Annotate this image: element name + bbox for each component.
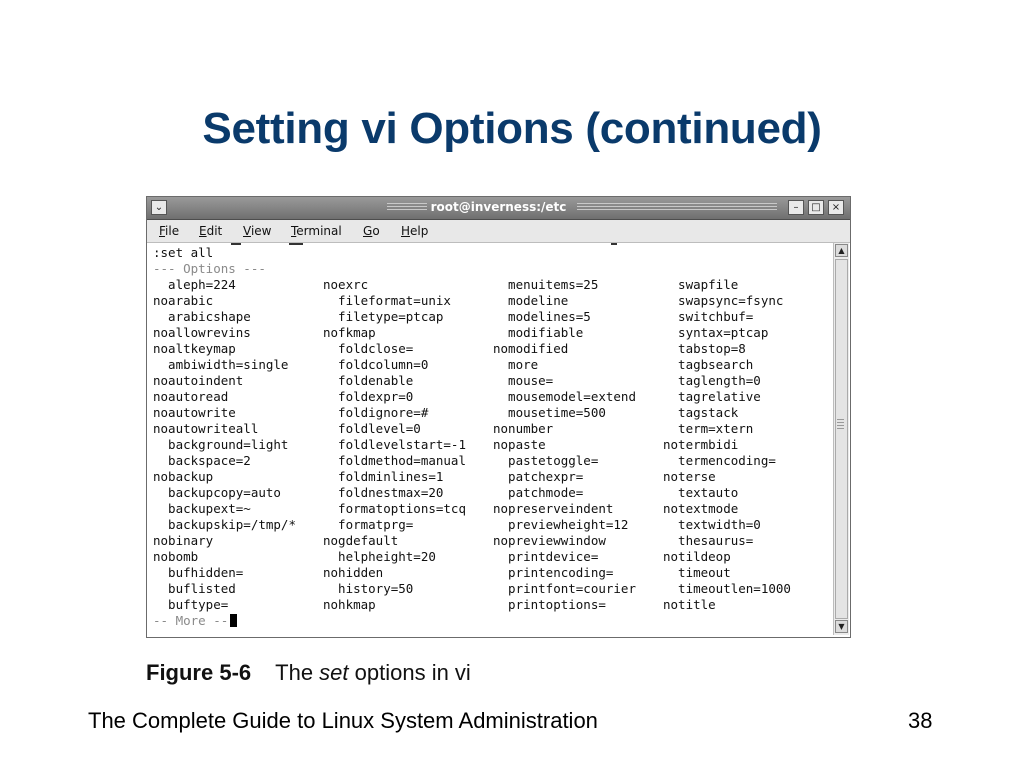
- option-entry: aleph=224: [153, 277, 236, 292]
- option-entry: nobinary: [153, 533, 214, 548]
- option-entry: backspace=2: [153, 453, 251, 468]
- option-entry: timeout: [663, 565, 731, 580]
- option-entry: noautowrite: [153, 405, 236, 420]
- option-entry: syntax=ptcap: [663, 325, 769, 340]
- option-entry: foldnestmax=20: [323, 485, 444, 500]
- option-entry: nohidden: [323, 565, 384, 580]
- option-entry: taglength=0: [663, 373, 761, 388]
- menu-edit[interactable]: Edit: [199, 224, 223, 238]
- option-entry: foldmethod=manual: [323, 453, 466, 468]
- option-entry: modeline: [493, 293, 569, 308]
- window-title: root@inverness:/etc: [430, 200, 567, 214]
- option-entry: filetype=ptcap: [323, 309, 444, 324]
- minimize-button[interactable]: –: [788, 200, 804, 215]
- scroll-up-arrow-icon[interactable]: ▲: [835, 244, 848, 257]
- option-entry: nomodified: [493, 341, 569, 356]
- option-entry: backupext=~: [153, 501, 251, 516]
- option-entry: nonumber: [493, 421, 554, 436]
- option-entry: printfont=courier: [493, 581, 636, 596]
- menu-view[interactable]: View: [243, 224, 272, 238]
- footer-course-title: The Complete Guide to Linux System Administration: [88, 708, 598, 733]
- window-titlebar[interactable]: [147, 197, 850, 220]
- slide-title: Setting vi Options (continued): [202, 104, 822, 153]
- option-entry: nobomb: [153, 549, 199, 564]
- option-entry: menuitems=25: [493, 277, 599, 292]
- option-entry: noautoread: [153, 389, 229, 404]
- menu-help[interactable]: Help: [401, 224, 429, 238]
- option-entry: swapsync=fsync: [663, 293, 784, 308]
- terminal-output[interactable]: [149, 243, 832, 635]
- option-entry: ambiwidth=single: [153, 357, 289, 372]
- option-entry: foldcolumn=0: [323, 357, 429, 372]
- vertical-scrollbar[interactable]: [833, 243, 849, 635]
- option-entry: background=light: [153, 437, 289, 452]
- option-entry: backupskip=/tmp/*: [153, 517, 296, 532]
- option-entry: tagbsearch: [663, 357, 754, 372]
- option-entry: patchexpr=: [493, 469, 584, 484]
- option-entry: notextmode: [663, 501, 739, 516]
- option-entry: textwidth=0: [663, 517, 761, 532]
- option-entry: tagrelative: [663, 389, 761, 404]
- option-entry: buflisted: [153, 581, 236, 596]
- option-entry: backupcopy=auto: [153, 485, 281, 500]
- option-entry: noarabic: [153, 293, 214, 308]
- option-entry: noexrc: [323, 277, 369, 292]
- terminal-window: [146, 196, 851, 638]
- option-entry: noaltkeymap: [153, 341, 236, 356]
- option-entry: printdevice=: [493, 549, 599, 564]
- option-entry: switchbuf=: [663, 309, 754, 324]
- option-entry: nopaste: [493, 437, 546, 452]
- option-entry: noterse: [663, 469, 716, 484]
- scroll-down-arrow-icon[interactable]: ▼: [835, 620, 848, 633]
- option-entry: arabicshape: [153, 309, 251, 324]
- option-entry: mouse=: [493, 373, 554, 388]
- close-button[interactable]: ×: [828, 200, 844, 215]
- option-entry: notermbidi: [663, 437, 739, 452]
- option-entry: term=xtern: [663, 421, 754, 436]
- option-entry: helpheight=20: [323, 549, 436, 564]
- option-entry: nogdefault: [323, 533, 399, 548]
- text-cursor: [230, 614, 237, 627]
- option-entry: formatoptions=tcq: [323, 501, 466, 516]
- option-entry: nobackup: [153, 469, 214, 484]
- option-entry: noallowrevins: [153, 325, 251, 340]
- option-entry: printoptions=: [493, 597, 606, 612]
- maximize-button[interactable]: □: [808, 200, 824, 215]
- option-entry: tabstop=8: [663, 341, 746, 356]
- options-header: --- Options ---: [153, 261, 266, 276]
- command-line: :set all: [153, 245, 214, 260]
- option-entry: timeoutlen=1000: [663, 581, 791, 596]
- scrollbar-grip: [837, 419, 844, 433]
- menu-file[interactable]: File: [159, 224, 180, 238]
- menu-go[interactable]: Go: [363, 224, 380, 238]
- option-entry: notildeop: [663, 549, 731, 564]
- option-entry: foldlevelstart=-1: [323, 437, 466, 452]
- option-entry: history=50: [323, 581, 414, 596]
- more-prompt: -- More --: [153, 613, 237, 629]
- option-entry: swapfile: [663, 277, 739, 292]
- option-entry: noautoindent: [153, 373, 244, 388]
- option-entry: modifiable: [493, 325, 584, 340]
- option-entry: pastetoggle=: [493, 453, 599, 468]
- option-entry: bufhidden=: [153, 565, 244, 580]
- option-entry: thesaurus=: [663, 533, 754, 548]
- window-menu-button[interactable]: ⌄: [151, 200, 167, 215]
- option-entry: foldclose=: [323, 341, 414, 356]
- option-entry: textauto: [663, 485, 739, 500]
- option-entry: termencoding=: [663, 453, 776, 468]
- scrolled-text-fragment: [149, 243, 832, 245]
- option-entry: foldenable: [323, 373, 414, 388]
- option-entry: mousemodel=extend: [493, 389, 636, 404]
- option-entry: fileformat=unix: [323, 293, 451, 308]
- option-entry: nopreserveindent: [493, 501, 614, 516]
- option-entry: mousetime=500: [493, 405, 606, 420]
- option-entry: previewheight=12: [493, 517, 629, 532]
- option-entry: foldlevel=0: [323, 421, 421, 436]
- option-entry: nofkmap: [323, 325, 376, 340]
- option-entry: notitle: [663, 597, 716, 612]
- option-entry: foldignore=#: [323, 405, 429, 420]
- option-entry: noautowriteall: [153, 421, 259, 436]
- option-entry: printencoding=: [493, 565, 614, 580]
- option-entry: buftype=: [153, 597, 229, 612]
- menu-bar: [147, 220, 850, 243]
- option-entry: more: [493, 357, 539, 372]
- figure-caption: Figure 5-6 The set options in vi: [146, 660, 471, 685]
- option-entry: modelines=5: [493, 309, 591, 324]
- option-entry: nopreviewwindow: [493, 533, 606, 548]
- option-entry: tagstack: [663, 405, 739, 420]
- option-entry: foldminlines=1: [323, 469, 444, 484]
- option-entry: patchmode=: [493, 485, 584, 500]
- option-entry: foldexpr=0: [323, 389, 414, 404]
- figure-number: Figure 5-6: [146, 660, 252, 685]
- titlebar-grip-right: [577, 203, 777, 213]
- scrollbar-thumb[interactable]: [835, 259, 848, 619]
- option-entry: formatprg=: [323, 517, 414, 532]
- menu-terminal[interactable]: Terminal: [291, 224, 342, 238]
- option-entry: nohkmap: [323, 597, 376, 612]
- page-number: 38: [908, 708, 933, 733]
